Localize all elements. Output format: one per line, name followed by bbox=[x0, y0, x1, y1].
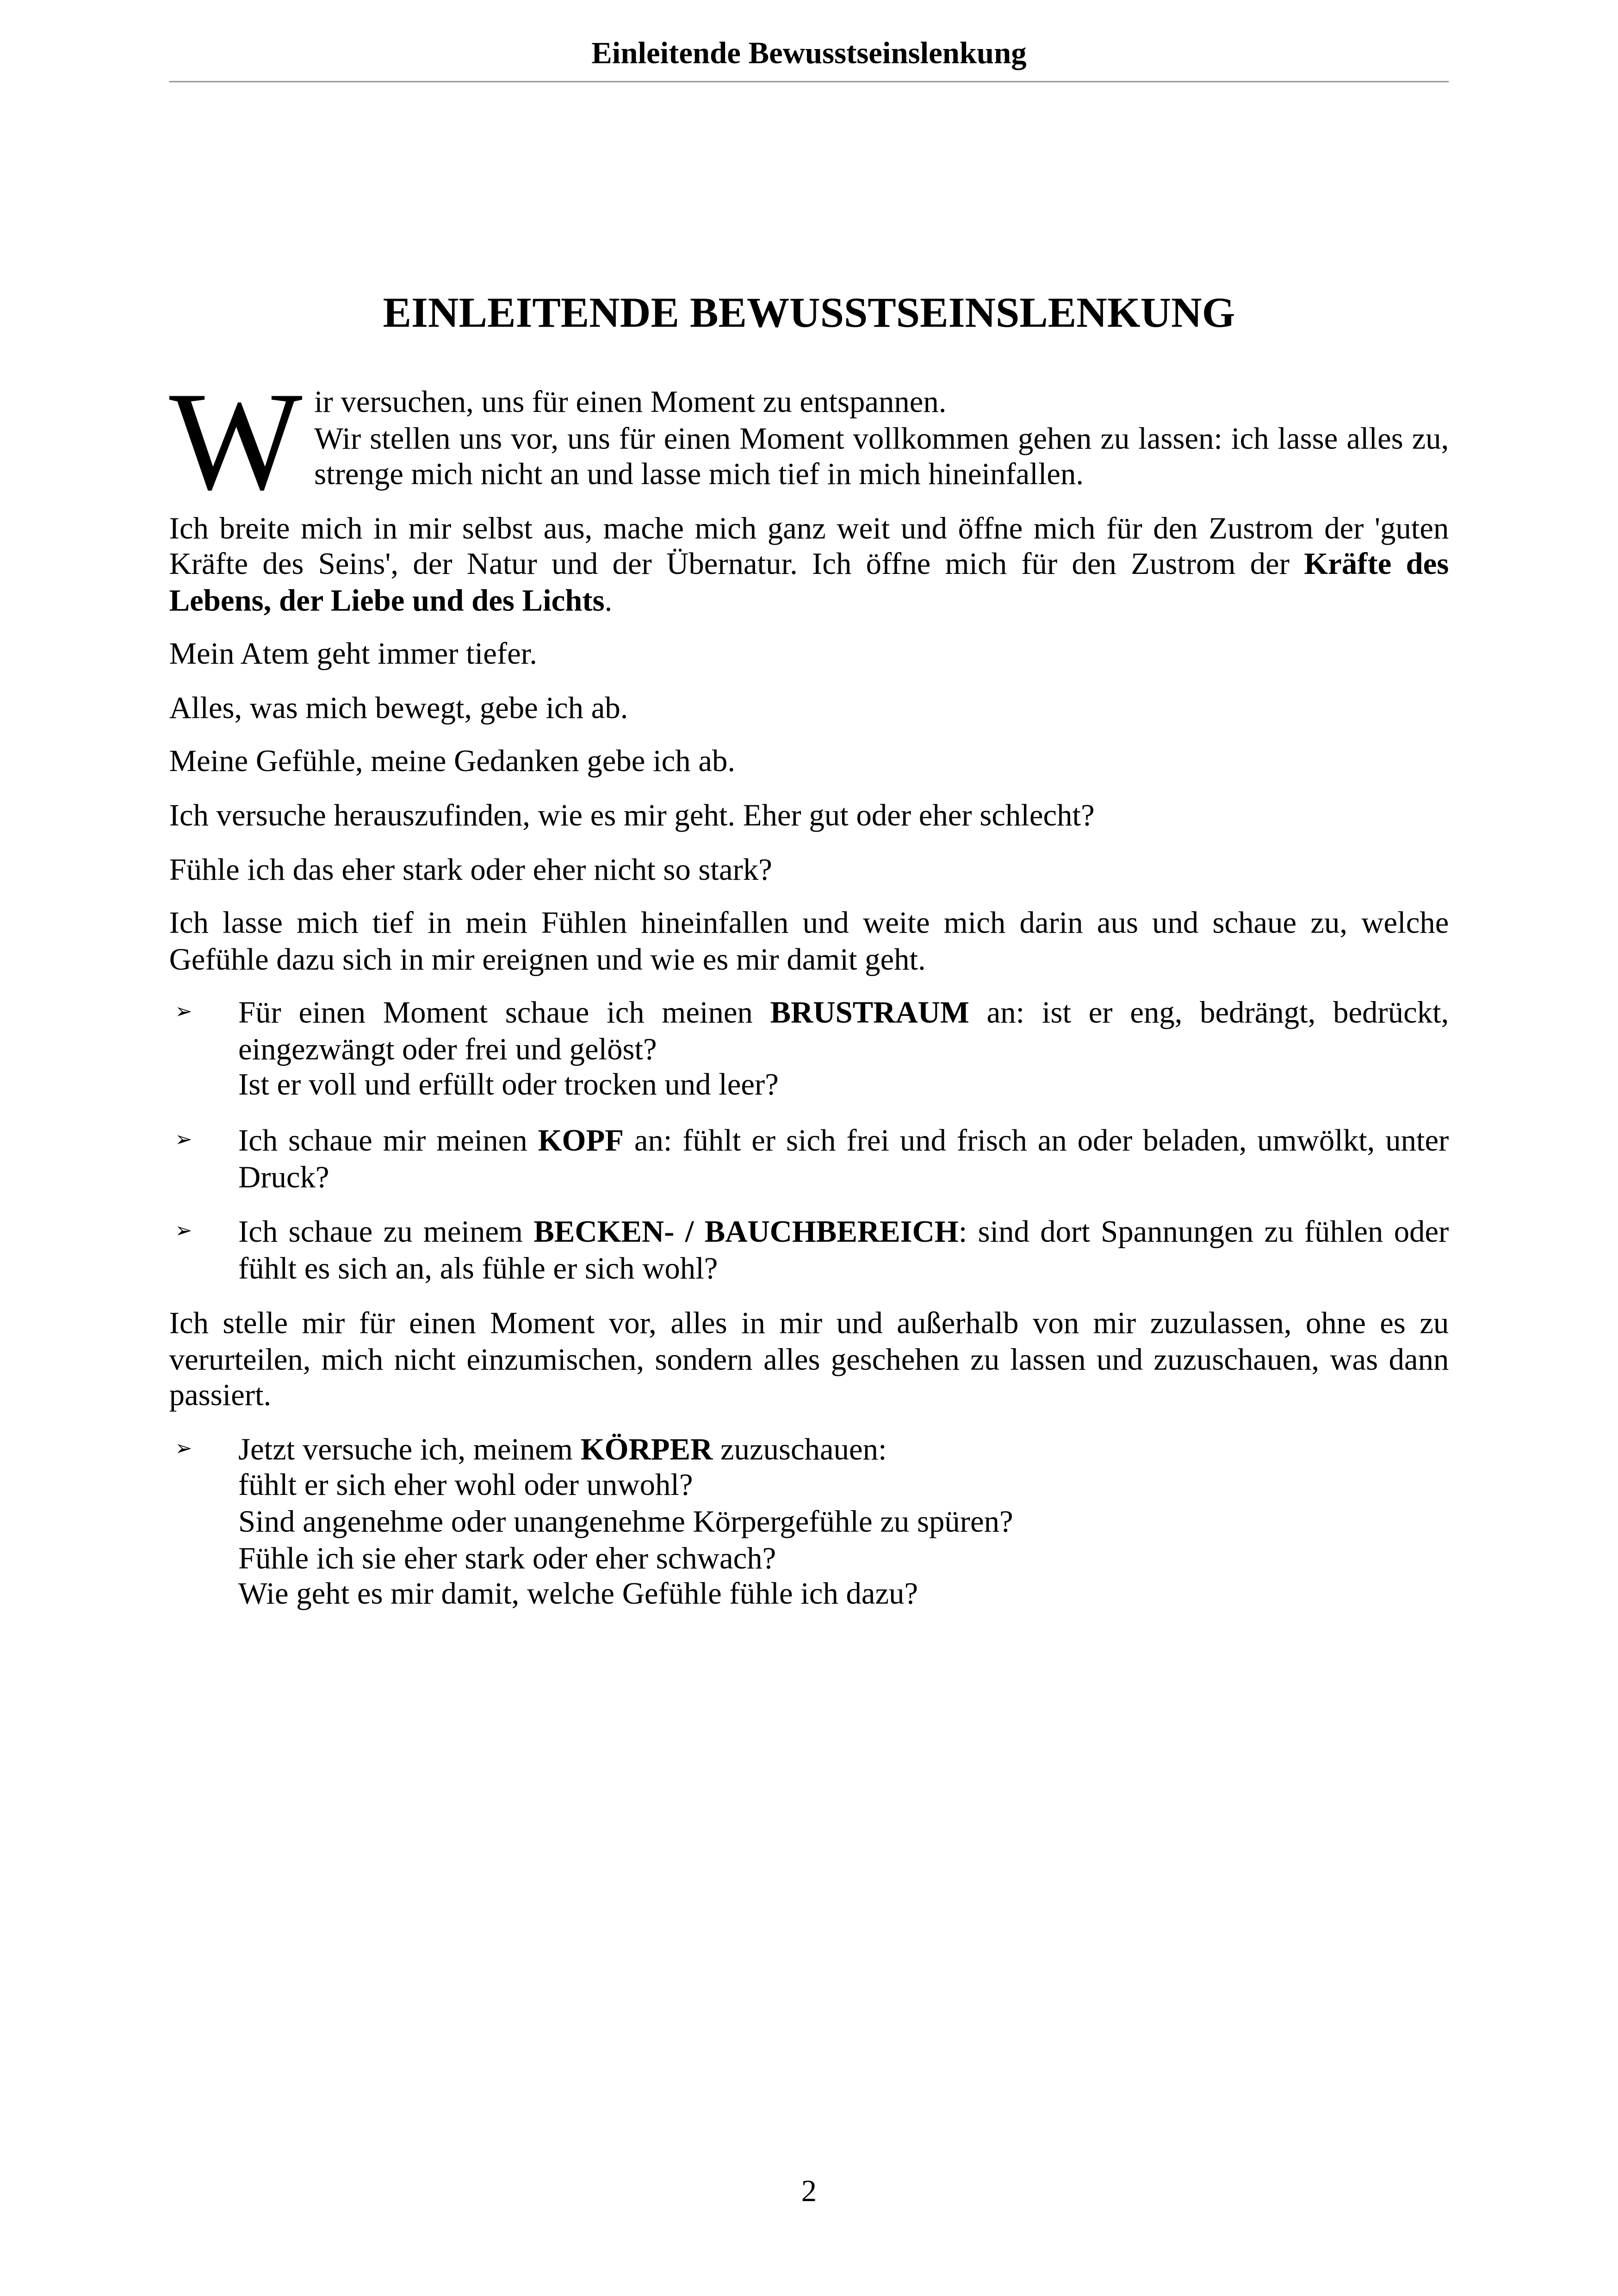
header-rule bbox=[169, 81, 1449, 82]
opening-paragraph: W ir versuchen, uns für einen Moment zu entspannen. Wir stellen uns vor, uns für einen Moment vollkommen gehen zu lassen: ich lasse alles zu, strenge mich nicht an und lasse mich tief in mich hineinfallen. bbox=[169, 362, 1449, 520]
paragraph: Fühle ich das eher stark oder eher nicht so stark? bbox=[169, 851, 772, 887]
emphasized-text: KÖRPER bbox=[580, 1431, 713, 1467]
paragraph: Mein Atem geht immer tiefer. bbox=[169, 636, 537, 672]
list-item bbox=[169, 995, 1449, 1103]
list-item bbox=[169, 1123, 1449, 1195]
arrow-bullet-icon: ➢ bbox=[175, 1220, 192, 1244]
paragraph: Alles, was mich bewegt, gebe ich ab. bbox=[169, 690, 628, 726]
arrow-bullet-icon: ➢ bbox=[175, 1001, 192, 1025]
body-text bbox=[169, 362, 1449, 1612]
list-item-text: Ich schaue zu meinem BECKEN- / BAUCHBEREICH: sind dort Spannungen zu fühlen oder fühlt es sich an, als fühle er sich wohl? bbox=[238, 1214, 1449, 1286]
paragraph: Meine Gefühle, meine Gedanken gebe ich ab. bbox=[169, 743, 736, 779]
paragraph: Ich lasse mich tief in mein Fühlen hineinfallen und weite mich darin aus und schaue zu, welche Gefühle dazu sich in mir ereignen und wie es mir damit geht. bbox=[169, 905, 1449, 977]
running-header-text: Einleitende Bewusstseinslenkung bbox=[591, 35, 1027, 71]
list-item-text: Für einen Moment schaue ich meinen BRUSTRAUM an: ist er eng, bedrängt, bedrückt, eingezwängt oder frei und gelöst? Ist er voll und erfüllt oder trocken und leer? bbox=[238, 995, 1449, 1103]
page-number: 2 bbox=[801, 2173, 817, 2209]
arrow-bullet-icon: ➢ bbox=[175, 1128, 192, 1152]
running-header bbox=[0, 0, 1618, 83]
chapter-title: EINLEITENDE BEWUSSTSEINSLENKUNG bbox=[383, 290, 1235, 337]
drop-cap: W bbox=[169, 362, 303, 520]
list-item bbox=[169, 1431, 1449, 1612]
emphasized-text: Kräfte des Lebens, der Liebe und des Lichts bbox=[169, 546, 1449, 618]
list-item-text: Ich schaue mir meinen KOPF an: fühlt er sich frei und frisch an oder beladen, umwölkt, unter Druck? bbox=[238, 1122, 1449, 1194]
paragraph: Ich versuche herauszufinden, wie es mir geht. Eher gut oder eher schlecht? bbox=[169, 797, 1095, 833]
page-footer bbox=[0, 2173, 1618, 2210]
emphasized-text: BRUSTRAUM bbox=[770, 995, 969, 1031]
paragraph: Ich breite mich in mir selbst aus, mache mich ganz weit und öffne mich für den Zustrom der 'guten Kräfte des Seins', der Natur und der Übernatur. Ich öffne mich für den Zustrom der Kräfte des Lebens, der Liebe und des Lichts. bbox=[169, 510, 1449, 618]
list-item bbox=[169, 1214, 1449, 1286]
list-item-text: Jetzt versuche ich, meinem KÖRPER zuzuschauen: fühlt er sich eher wohl oder unwohl? Sind angenehme oder unangenehme Körpergefühle zu spüren? Fühle ich sie eher stark oder eher schwach? Wie geht es mir damit, welche Gefühle fühle ich dazu? bbox=[238, 1431, 1013, 1612]
emphasized-text: BECKEN- / BAUCHBEREICH bbox=[533, 1214, 959, 1250]
paragraph: Ich stelle mir für einen Moment vor, alles in mir und außerhalb von mir zuzulassen, ohne es zu verurteilen, mich nicht einzumischen, sondern alles geschehen zu lassen und zuzuschauen, was dann passiert. bbox=[169, 1305, 1449, 1413]
arrow-bullet-icon: ➢ bbox=[175, 1437, 192, 1461]
emphasized-text: KOPF bbox=[538, 1122, 624, 1158]
